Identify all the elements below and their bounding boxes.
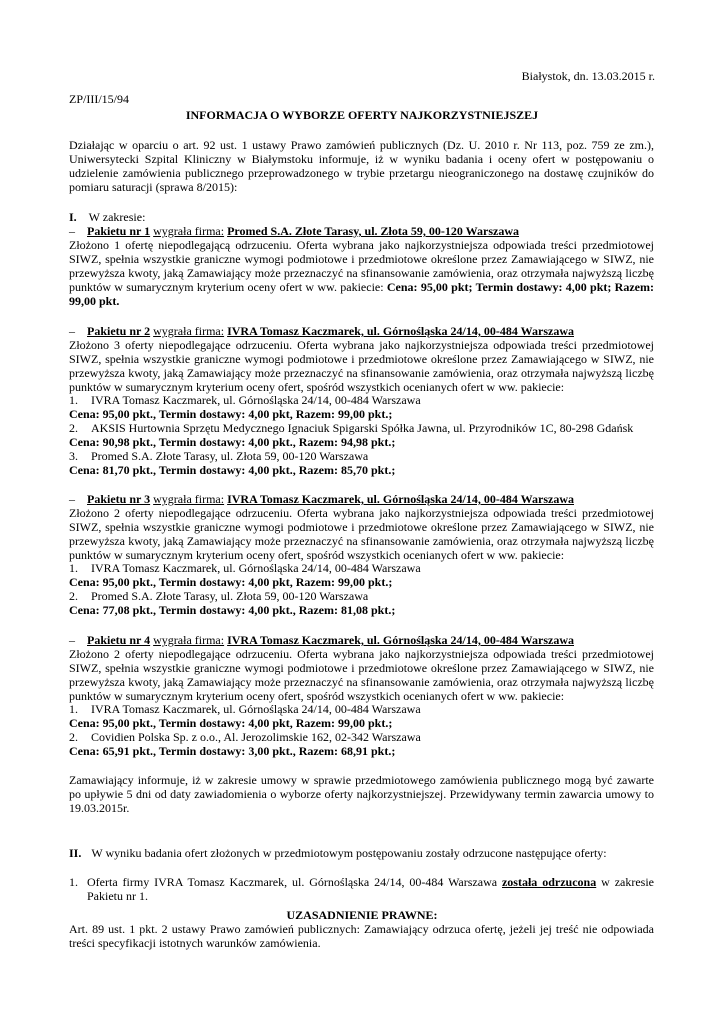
package-1-body: Złożono 1 ofertę niepodlegającą odrzuceniu. Oferta wybrana jako najkorzystniejsza odpowiada treści przedmiotowej SIWZ, spełnia wszystkie graniczne wymogi podmiotowe i przedmiotowe określone przez Zamawiającego w SIWZ, nie przewyższa kwoty, jaką Zamawiający może przeznaczyć na sfinansowanie zamówienia, oraz otrzymała najwyższą liczbę punktów w sumarycznym kryterium oceny ofert w ww. pakiecie: Cena: 95,00 pkt; Termin dostawy: 4,00 pkt; Razem: 99,00 pkt. [69, 238, 654, 308]
package-3-body: Złożono 2 oferty niepodlegające odrzuceniu. Oferta wybrana jako najkorzystniejsza odpowiada treści przedmiotowej SIWZ, spełnia wszystkie graniczne wymogi podmiotowe i przedmiotowe określone przez Zamawiającego w SIWZ, nie przewyższa kwoty, jaką Zamawiający może przeznaczyć na sfinansowanie zamówienia, oraz otrzymała najwyższą liczbę punktów w sumarycznym kryterium oceny ofert, spośród wszystkich ocenianych ofert w ww. pakiecie: [69, 506, 654, 562]
legal-basis-text: Art. 89 ust. 1 pkt. 2 ustawy Prawo zamówień publicznych: Zamawiający odrzuca ofertę, jeżeli jej treść nie odpowiada treści specyfikacji istotnych warunków zamówienia. [69, 922, 654, 950]
intro-paragraph: Działając w oparciu o art. 92 ust. 1 ustawy Prawo zamówień publicznych (Dz. U. 2010 r. Nr 113, poz. 759 ze zm.), Uniwersytecki Szpital Kliniczny w Białymstoku informuje, iż w wyniku badania i oceny ofert w postępowaniu o udzielenie zamówienia publicznego przeprowadzonego w trybie przetargu nieograniczonego na dostawę czujników do pomiaru saturacji (sprawa 8/2015): [69, 138, 654, 194]
list-item: 1. IVRA Tomasz Kaczmarek, ul. Górnośląska 24/14, 00-484 Warszawa [69, 561, 421, 575]
package-2-heading: – Pakietu nr 2 wygrała firma: IVRA Tomasz Kaczmarek, ul. Górnośląska 24/14, 00-484 Warszawa [69, 324, 574, 338]
list-item: 1. IVRA Tomasz Kaczmarek, ul. Górnośląska 24/14, 00-484 Warszawa [69, 393, 421, 407]
package-2-body: Złożono 3 oferty niepodlegające odrzuceniu. Oferta wybrana jako najkorzystniejsza odpowiada treści przedmiotowej SIWZ, spełnia wszystkie graniczne wymogi podmiotowe i przedmiotowe określone przez Zamawiającego w SIWZ, nie przewyższa kwoty, jaką Zamawiający może przeznaczyć na sfinansowanie zamówienia, oraz otrzymała najwyższą liczbę punktów w sumarycznym kryterium oceny ofert, spośród wszystkich ocenianych ofert w ww. pakiecie: [69, 338, 654, 394]
rejected-offer: 1. Oferta firmy IVRA Tomasz Kaczmarek, ul. Górnośląska 24/14, 00-484 Warszawa została odrzucona w zakresie Pakietu nr 1. [69, 875, 654, 903]
closing-paragraph: Zamawiający informuje, iż w zakresie umowy w sprawie przedmiotowego zamówienia publicznego mogą być zawarte po upływie 5 dni od daty zawiadomienia o wyborze oferty najkorzystniejszej. Przewidywany termin zawarcia umowy to 19.03.2015r. [69, 773, 654, 815]
package-4-body: Złożono 2 oferty niepodlegające odrzuceniu. Oferta wybrana jako najkorzystniejsza odpowiada treści przedmiotowej SIWZ, spełnia wszystkie graniczne wymogi podmiotowe i przedmiotowe określone przez Zamawiającego w SIWZ, nie przewyższa kwoty, jaką Zamawiający może przeznaczyć na sfinansowanie zamówienia, oraz otrzymała najwyższą liczbę punktów w sumarycznym kryterium oceny ofert, spośród wszystkich ocenianych ofert w ww. pakiecie: [69, 647, 654, 703]
package-4-heading: – Pakietu nr 4 wygrała firma: IVRA Tomasz Kaczmarek, ul. Górnośląska 24/14, 00-484 Warszawa [69, 633, 574, 647]
list-item: 2. AKSIS Hurtownia Sprzętu Medycznego Ignaciuk Spigarski Spółka Jawna, ul. Przyrodników 1C, 80-298 Gdańsk [69, 421, 634, 435]
list-item: 1. IVRA Tomasz Kaczmarek, ul. Górnośląska 24/14, 00-484 Warszawa [69, 702, 421, 716]
offer-score: Cena: 90,98 pkt., Termin dostawy: 4,00 pkt., Razem: 94,98 pkt.; [69, 435, 396, 449]
offer-score: Cena: 95,00 pkt., Termin dostawy: 4,00 pkt, Razem: 99,00 pkt.; [69, 575, 393, 589]
list-item: 3. Promed S.A. Złote Tarasy, ul. Złota 59, 00-120 Warszawa [69, 449, 369, 463]
offer-score: Cena: 77,08 pkt., Termin dostawy: 4,00 pkt., Razem: 81,08 pkt.; [69, 603, 396, 617]
offer-score: Cena: 65,91 pkt., Termin dostawy: 3,00 pkt., Razem: 68,91 pkt.; [69, 744, 396, 758]
section-1-heading: I. W zakresie: [69, 210, 146, 224]
section-2-heading: II. W wyniku badania ofert złożonych w przedmiotowym postępowaniu zostały odrzucone następujące oferty: [69, 846, 607, 860]
offer-score: Cena: 81,70 pkt., Termin dostawy: 4,00 pkt., Razem: 85,70 pkt.; [69, 463, 396, 477]
document-title: INFORMACJA O WYBORZE OFERTY NAJKORZYSTNIEJSZEJ [185, 108, 539, 122]
list-item: 2. Promed S.A. Złote Tarasy, ul. Złota 59, 00-120 Warszawa [69, 589, 369, 603]
offer-score: Cena: 95,00 pkt., Termin dostawy: 4,00 pkt, Razem: 99,00 pkt.; [69, 407, 393, 421]
place-date: Białystok, dn. 13.03.2015 r. [521, 69, 655, 83]
legal-basis-heading: UZASADNIENIE PRAWNE: [286, 908, 438, 922]
package-1-heading: – Pakietu nr 1 wygrała firma: Promed S.A. Złote Tarasy, ul. Złota 59, 00-120 Warszawa [69, 224, 519, 238]
offer-score: Cena: 95,00 pkt., Termin dostawy: 4,00 pkt, Razem: 99,00 pkt.; [69, 716, 393, 730]
package-3-heading: – Pakietu nr 3 wygrała firma: IVRA Tomasz Kaczmarek, ul. Górnośląska 24/14, 00-484 Warszawa [69, 492, 574, 506]
reference-number: ZP/III/15/94 [69, 92, 129, 106]
list-item: 2. Covidien Polska Sp. z o.o., Al. Jerozolimskie 162, 02-342 Warszawa [69, 730, 421, 744]
